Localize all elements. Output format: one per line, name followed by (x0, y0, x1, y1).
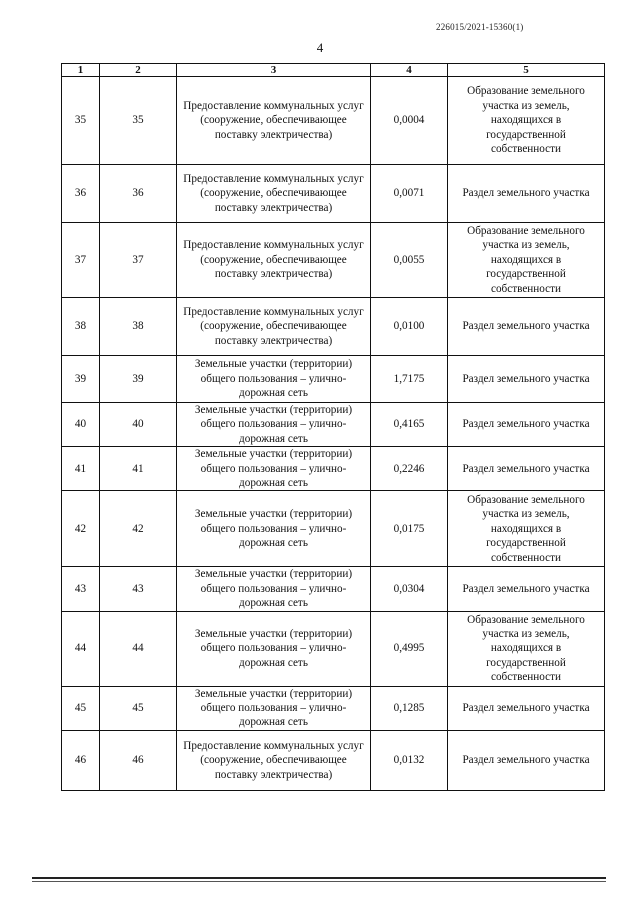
cell-area: 0,0175 (371, 491, 448, 567)
column-header-5: 5 (448, 64, 605, 77)
cell-formation-method: Образование земельного участка из земель, находящихся в государственной собственности (448, 611, 605, 686)
cell-number: 38 (62, 298, 100, 356)
cell-formation-method: Образование земельного участка из земель, находящихся в государственной собственности (448, 491, 605, 567)
cell-plot-number: 44 (100, 611, 177, 686)
table-row (62, 611, 605, 686)
cell-permitted-use: Предоставление коммунальных услуг (сооружение, обеспечивающее поставку электричества) (177, 77, 371, 165)
cell-plot-number: 41 (100, 447, 177, 491)
cell-plot-number: 40 (100, 403, 177, 447)
cell-number: 41 (62, 447, 100, 491)
cell-permitted-use: Предоставление коммунальных услуг (сооружение, обеспечивающее поставку электричества) (177, 223, 371, 298)
cell-plot-number: 43 (100, 567, 177, 611)
document-id: 226015/2021-15360(1) (436, 22, 524, 32)
cell-permitted-use: Предоставление коммунальных услуг (сооружение, обеспечивающее поставку электричества) (177, 730, 371, 790)
table-row (62, 165, 605, 223)
table-row (62, 356, 605, 403)
cell-area: 0,0004 (371, 77, 448, 165)
cell-permitted-use: Земельные участки (территории) общего пользования – улично-дорожная сеть (177, 403, 371, 447)
column-header-2: 2 (100, 64, 177, 77)
cell-permitted-use: Земельные участки (территории) общего пользования – улично-дорожная сеть (177, 491, 371, 567)
column-header-3: 3 (177, 64, 371, 77)
cell-number: 39 (62, 356, 100, 403)
cell-plot-number: 46 (100, 730, 177, 790)
cell-permitted-use: Земельные участки (территории) общего пользования – улично-дорожная сеть (177, 567, 371, 611)
cell-area: 0,0055 (371, 223, 448, 298)
table-row (62, 447, 605, 491)
cell-formation-method: Образование земельного участка из земель, находящихся в государственной собственности (448, 77, 605, 165)
column-header-1: 1 (62, 64, 100, 77)
table-row (62, 730, 605, 790)
cell-plot-number: 42 (100, 491, 177, 567)
cell-permitted-use: Предоставление коммунальных услуг (сооружение, обеспечивающее поставку электричества) (177, 165, 371, 223)
cell-area: 0,0304 (371, 567, 448, 611)
cell-number: 40 (62, 403, 100, 447)
cell-formation-method: Образование земельного участка из земель, находящихся в государственной собственности (448, 223, 605, 298)
cell-number: 43 (62, 567, 100, 611)
cell-area: 0,0100 (371, 298, 448, 356)
cell-area: 0,4995 (371, 611, 448, 686)
cell-plot-number: 45 (100, 686, 177, 730)
cell-number: 45 (62, 686, 100, 730)
cell-permitted-use: Земельные участки (территории) общего пользования – улично-дорожная сеть (177, 356, 371, 403)
cell-permitted-use: Земельные участки (территории) общего пользования – улично-дорожная сеть (177, 447, 371, 491)
cell-plot-number: 38 (100, 298, 177, 356)
cell-permitted-use: Земельные участки (территории) общего пользования – улично-дорожная сеть (177, 686, 371, 730)
cell-formation-method: Раздел земельного участка (448, 298, 605, 356)
column-header-4: 4 (371, 64, 448, 77)
cell-area: 0,0071 (371, 165, 448, 223)
cell-formation-method: Раздел земельного участка (448, 165, 605, 223)
cell-number: 44 (62, 611, 100, 686)
cell-area: 0,2246 (371, 447, 448, 491)
cell-area: 0,0132 (371, 730, 448, 790)
cell-number: 42 (62, 491, 100, 567)
table-row (62, 403, 605, 447)
cell-plot-number: 39 (100, 356, 177, 403)
table-row (62, 686, 605, 730)
cell-formation-method: Раздел земельного участка (448, 686, 605, 730)
land-plots-table (61, 63, 605, 791)
table-row (62, 77, 605, 165)
cell-formation-method: Раздел земельного участка (448, 403, 605, 447)
cell-plot-number: 37 (100, 223, 177, 298)
cell-permitted-use: Земельные участки (территории) общего пользования – улично-дорожная сеть (177, 611, 371, 686)
table-row (62, 567, 605, 611)
cell-number: 37 (62, 223, 100, 298)
table-header-row (62, 64, 605, 77)
cell-area: 0,1285 (371, 686, 448, 730)
table-row (62, 223, 605, 298)
cell-plot-number: 36 (100, 165, 177, 223)
cell-area: 1,7175 (371, 356, 448, 403)
cell-number: 36 (62, 165, 100, 223)
bottom-rule-thin (32, 881, 606, 882)
cell-formation-method: Раздел земельного участка (448, 447, 605, 491)
cell-permitted-use: Предоставление коммунальных услуг (сооружение, обеспечивающее поставку электричества) (177, 298, 371, 356)
cell-area: 0,4165 (371, 403, 448, 447)
cell-formation-method: Раздел земельного участка (448, 567, 605, 611)
cell-plot-number: 35 (100, 77, 177, 165)
bottom-rule (32, 877, 606, 879)
page-number: 4 (316, 40, 324, 55)
cell-formation-method: Раздел земельного участка (448, 356, 605, 403)
cell-number: 35 (62, 77, 100, 165)
cell-number: 46 (62, 730, 100, 790)
table-row (62, 298, 605, 356)
table-row (62, 491, 605, 567)
cell-formation-method: Раздел земельного участка (448, 730, 605, 790)
